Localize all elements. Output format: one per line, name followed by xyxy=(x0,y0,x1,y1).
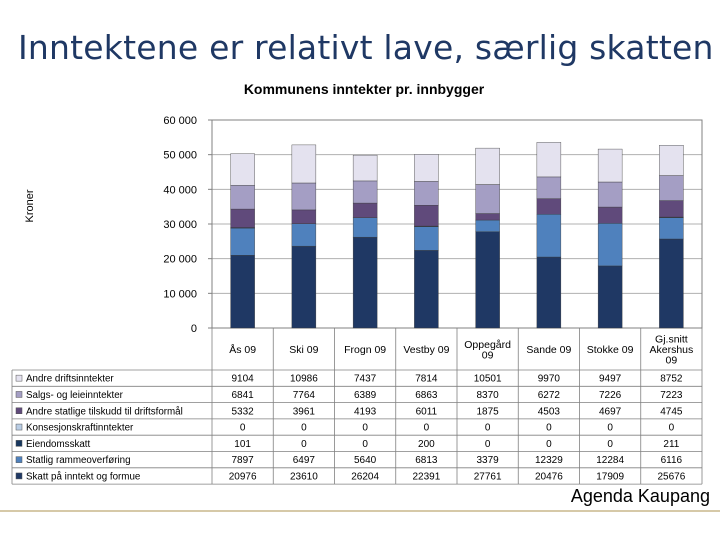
data-label: 6863 xyxy=(415,389,438,401)
data-label: 7223 xyxy=(660,389,683,401)
bar-segment xyxy=(598,182,622,207)
bar-segment xyxy=(598,223,622,266)
bar-segment xyxy=(659,239,683,328)
data-label: 7226 xyxy=(599,389,622,401)
legend-swatch xyxy=(16,473,22,479)
bar-segment xyxy=(476,148,500,184)
y-tick-label: 60 000 xyxy=(163,115,197,127)
data-label: 3379 xyxy=(476,455,499,467)
bar-segment xyxy=(414,181,438,205)
data-label: 0 xyxy=(484,422,491,434)
bar-segment xyxy=(659,176,683,201)
data-label: 0 xyxy=(362,438,368,450)
data-label: 9497 xyxy=(599,373,622,385)
bar-segment xyxy=(476,214,500,221)
data-label: 6116 xyxy=(660,455,683,467)
data-label: 7897 xyxy=(231,455,254,467)
data-label: 4697 xyxy=(599,406,622,418)
data-label: 10501 xyxy=(473,373,502,385)
category-label: Sande 09 xyxy=(526,344,572,356)
legend-swatch xyxy=(16,457,22,463)
data-label: 8370 xyxy=(476,389,499,401)
data-label: 12284 xyxy=(596,455,625,467)
bar-segment xyxy=(353,155,377,181)
legend-swatch xyxy=(16,424,22,430)
bar-segment xyxy=(659,145,683,175)
bar-segment xyxy=(476,220,500,232)
data-label: 1875 xyxy=(476,406,499,418)
data-label: 6389 xyxy=(354,389,377,401)
bar-segment xyxy=(292,246,316,328)
bar-segment xyxy=(231,185,255,209)
footer-divider xyxy=(0,510,720,512)
legend-swatch xyxy=(16,440,22,446)
category-label: Stokke 09 xyxy=(586,344,634,356)
data-label: 0 xyxy=(301,438,307,450)
y-tick-label: 50 000 xyxy=(163,149,197,162)
data-label: 5332 xyxy=(231,406,254,418)
data-label: 0 xyxy=(239,422,246,434)
data-label: 0 xyxy=(484,438,491,450)
data-label: 7814 xyxy=(415,373,438,385)
data-label: 23610 xyxy=(289,471,318,483)
bar-segment xyxy=(659,218,683,239)
slide-title: Inntektene er relativt lave, særlig skatten xyxy=(18,28,714,67)
bar-segment xyxy=(353,237,377,328)
data-label: 200 xyxy=(418,438,435,450)
legend-series-name: Andre driftsinntekter xyxy=(26,373,114,385)
data-label: 8752 xyxy=(660,373,683,385)
bar-segment xyxy=(537,214,561,257)
data-label: 6841 xyxy=(231,389,254,401)
bar-segment xyxy=(231,154,255,186)
legend-series-name: Salgs- og leieinntekter xyxy=(26,389,123,401)
y-tick-label: 30 000 xyxy=(163,219,197,231)
legend-swatch xyxy=(16,375,22,381)
data-label: 0 xyxy=(668,422,675,434)
bar-segment xyxy=(292,224,316,247)
category-label: Ski 09 xyxy=(289,344,319,356)
bar-segment xyxy=(353,218,377,238)
y-axis-label: Kroner xyxy=(24,189,36,223)
data-label: 0 xyxy=(607,438,613,450)
bar-segment xyxy=(537,257,561,328)
bar-segment xyxy=(292,183,316,210)
data-label: 0 xyxy=(546,438,552,450)
data-label: 6813 xyxy=(415,455,438,467)
data-label: 101 xyxy=(234,438,251,450)
bar-segment xyxy=(414,250,438,328)
chart-title: Kommunens inntekter pr. innbygger xyxy=(243,81,485,97)
bar-segment xyxy=(476,232,500,328)
category-label: Ås 09 xyxy=(229,344,257,356)
data-label: 6497 xyxy=(292,455,315,467)
legend-series-name: Statlig rammeoverføring xyxy=(26,455,131,467)
legend-series-name: Eiendomsskatt xyxy=(26,438,91,450)
data-label: 0 xyxy=(301,422,307,434)
legend-series-name: Konsesjonskraftinntekter xyxy=(26,422,134,434)
data-label: 20976 xyxy=(228,471,257,483)
data-label: 6272 xyxy=(537,389,560,401)
bar-segment xyxy=(414,227,438,251)
bar-segment xyxy=(659,201,683,217)
data-label: 27761 xyxy=(473,471,502,483)
legend-series-name: Skatt på inntekt og formue xyxy=(26,471,141,483)
data-label: 6011 xyxy=(415,406,438,418)
data-label: 4503 xyxy=(537,406,560,418)
data-label: 0 xyxy=(607,422,613,434)
y-tick-label: 0 xyxy=(190,323,197,335)
legend-swatch xyxy=(16,391,22,397)
data-label: 10986 xyxy=(289,373,318,385)
data-label: 7437 xyxy=(354,373,377,385)
data-label: 0 xyxy=(423,422,430,434)
bar-segment xyxy=(414,205,438,226)
data-label: 0 xyxy=(546,422,552,434)
footer-text: Agenda Kaupang xyxy=(570,486,710,506)
y-tick-label: 20 000 xyxy=(163,253,197,266)
data-label: 7764 xyxy=(292,389,315,401)
data-label: 25676 xyxy=(657,471,686,483)
category-label: Gj.snitt Akershus 09 xyxy=(649,333,694,367)
bar-segment xyxy=(231,209,255,227)
bar-segment xyxy=(476,185,500,214)
data-label: 9104 xyxy=(231,373,254,385)
bar-segment xyxy=(537,199,561,215)
bar-segment xyxy=(231,255,255,328)
bar-segment xyxy=(292,210,316,224)
category-label: Vestby 09 xyxy=(403,344,450,356)
bar-segment xyxy=(353,203,377,218)
bar-segment xyxy=(537,177,561,199)
data-label: 4745 xyxy=(660,406,683,418)
bar-segment xyxy=(231,228,255,255)
legend-swatch xyxy=(16,408,22,414)
data-label: 22391 xyxy=(412,471,441,483)
data-label: 26204 xyxy=(351,471,380,483)
data-label: 12329 xyxy=(534,455,563,467)
data-label: 211 xyxy=(663,438,680,450)
data-label: 5640 xyxy=(354,455,377,467)
y-tick-label: 10 000 xyxy=(163,288,197,301)
bar-segment xyxy=(292,145,316,183)
bar-segment xyxy=(353,181,377,203)
category-label: Oppegård 09 xyxy=(464,338,511,362)
category-label: Frogn 09 xyxy=(344,344,387,356)
y-tick-label: 40 000 xyxy=(163,184,197,197)
data-label: 0 xyxy=(362,422,368,434)
data-label: 9970 xyxy=(537,373,560,385)
legend-series-name: Andre statlige tilskudd til driftsformål xyxy=(26,406,183,418)
data-label: 4193 xyxy=(354,406,377,418)
bar-segment xyxy=(598,207,622,223)
data-label: 3961 xyxy=(292,406,315,418)
bar-segment xyxy=(537,142,561,177)
bar-segment xyxy=(598,266,622,328)
bar-segment xyxy=(598,149,622,182)
data-label: 20476 xyxy=(534,471,563,483)
data-label: 17909 xyxy=(596,471,625,483)
bar-segment xyxy=(414,154,438,181)
